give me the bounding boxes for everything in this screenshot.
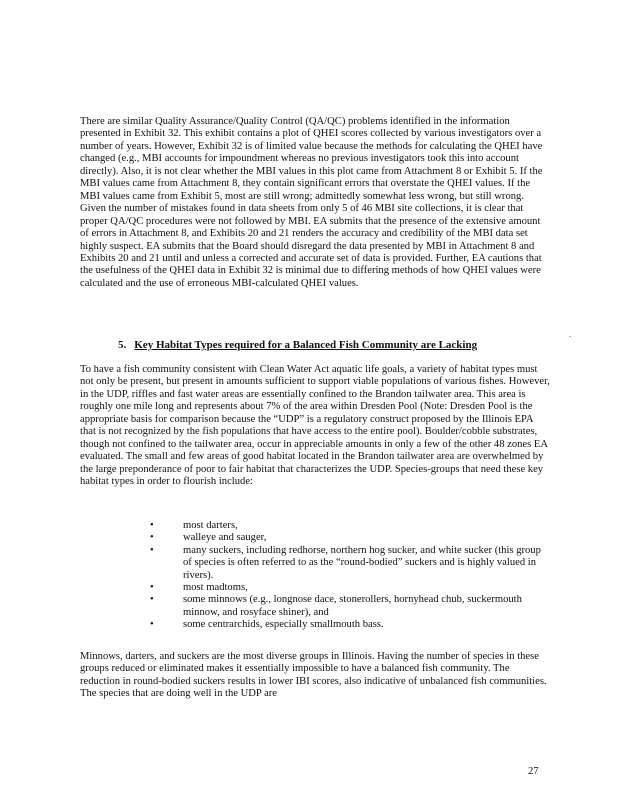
list-item — [150, 520, 550, 532]
page-number: 27 — [528, 766, 539, 777]
list-item-text: many suckers, including redhorse, northern hog sucker, and white sucker (this group of species is often referred to as the “round-bodied” suckers and is highly valued in rivers). — [183, 544, 541, 581]
list-item — [150, 532, 550, 544]
section-number: 5. — [118, 339, 127, 351]
list-item-text: some minnows (e.g., longnose dace, stonerollers, hornyhead chub, suckermouth minnow, and rosyface shiner), and — [183, 594, 522, 618]
list-item-text: most darters, — [183, 520, 238, 531]
list-item — [150, 545, 550, 582]
list-item-text: walleye and sauger, — [183, 532, 267, 544]
bullet-icon: • — [150, 619, 154, 631]
list-item-text: some centrarchids, especially smallmouth bass. — [183, 619, 384, 631]
paragraph-qa-qc: There are similar Quality Assurance/Quality Control (QA/QC) problems identified in the information presented in Exhibit 32. This exhibit contains a plot of QHEI scores collected by various investigators over a number of years. However, Exhibit 32 is of limited value because the methods for calculating the QHEI have changed (e.g., MBI accounts for impoundment whereas no previous investigators took this into account directly). Also, it is not clear whether the MBI values in this plot came from Attachment 8 or Exhibit 5. If the MBI values came from Attachment 8, they contain significant errors that overstate the QHEI values. If the MBI values came from Exhibit 5, most are still wrong; admittedly somewhat less wrong, but still wrong. Given the number of mistakes found in data sheets from only 5 of 46 MBI site collections, it is clear that proper QA/QC procedures were not followed by MBI. EA submits that the presence of the extensive amount of errors in Attachment 8, and Exhibits 20 and 21 renders the accuracy and credibility of the MBI data set highly suspect. EA submits that the Board should disregard the data presented by MBI in Attachment 8 and Exhibits 20 and 21 until and unless a corrected and accurate set of data is provided. Further, EA cautions that the usefulness of the QHEI data in Exhibit 32 is minimal due to differing methods of how QHEI values were calculated and the use of erroneous MBI-calculated QHEI values. — [80, 116, 543, 289]
section-title: Key Habitat Types required for a Balanced Fish Community are Lacking — [134, 339, 478, 351]
list-item-text: most madtoms, — [183, 582, 248, 594]
margin-mark: . — [569, 329, 572, 339]
list-item — [150, 619, 550, 631]
list-item — [150, 582, 550, 594]
species-group-list — [150, 520, 550, 632]
bullet-icon: • — [150, 532, 154, 544]
bullet-icon: • — [150, 594, 154, 606]
paragraph-diversity: Minnows, darters, and suckers are the most diverse groups in Illinois. Having the number of species in these groups reduced or eliminated makes it essentially impossible to have a balanced fish community. The reduction in round-bodied suckers results in lower IBI scores, also indicative of unbalanced fish communities. The species that are doing well in the UDP are — [80, 651, 547, 700]
paragraph-habitat: To have a fish community consistent with Clean Water Act aquatic life goals, a variety of habitat types must not only be present, but present in amounts sufficient to support viable populations of various fishes. However, in the UDP, riffles and fast water areas are essentially confined to the Brandon tailwater area. This area is roughly one mile long and represents about 7% of the area within Dresden Pool (Note: Dresden Pool is the appropriate basis for comparison because the “UDP” is a regulatory construct proposed by the Illinois EPA that is not recognized by the fish populations that have access to the entire pool). Boulder/cobble substrates, though not confined to the tailwater area, occur in appreciable amounts in only a few of the other 48 zones EA evaluated. The small and few areas of good habitat located in the Brandon tailwater area are overwhelmed by the large preponderance of poor to fair habitat that characterizes the UDP. Species-groups that need these key habitat types in order to flourish include: — [80, 364, 550, 488]
bullet-icon: • — [150, 544, 154, 556]
bullet-icon: • — [150, 520, 154, 531]
list-item — [150, 594, 550, 619]
section-heading — [118, 339, 477, 351]
bullet-icon: • — [150, 582, 154, 594]
